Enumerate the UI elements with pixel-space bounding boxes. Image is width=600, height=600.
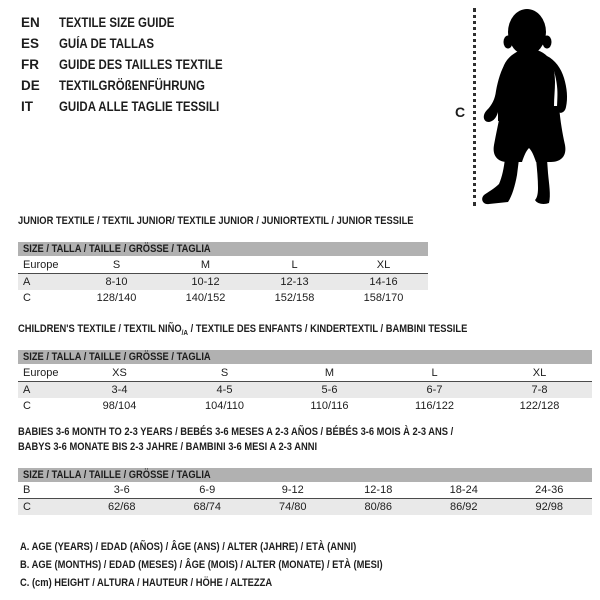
size-cell: 116/122 bbox=[415, 400, 454, 412]
language-code: IT bbox=[21, 99, 33, 114]
junior-section-title bbox=[18, 214, 483, 229]
size-cell: 74/80 bbox=[278, 501, 307, 513]
children-title-part2: / TEXTILE DES ENFANTS / KINDERTEXTIL / BAMBINI TESSILE bbox=[187, 323, 468, 335]
legend-line-c bbox=[20, 574, 447, 592]
babies-row-c bbox=[18, 499, 592, 515]
children-row-c bbox=[18, 398, 592, 414]
size-col-header: S bbox=[220, 366, 229, 379]
size-cell: 80/86 bbox=[364, 501, 393, 513]
row-label: A bbox=[23, 384, 31, 396]
babies-title-line1: BABIES 3-6 MONTH TO 2-3 YEARS / BEBÉS 3-6 MESES A 2-3 AÑOS / BÉBÉS 3-6 MOIS À 2-3 ANS / bbox=[18, 426, 454, 438]
size-col-header: XS bbox=[112, 366, 127, 379]
children-title-sub: /A bbox=[181, 328, 188, 338]
row-label: C bbox=[23, 501, 31, 513]
babies-size-table bbox=[18, 468, 592, 515]
babies-title-line2: BABYS 3-6 MONATE BIS 2-3 JAHRE / BAMBINI 3-6 MESI A 2-3 ANNI bbox=[18, 441, 318, 453]
size-cell: 86/92 bbox=[449, 501, 478, 513]
junior-section-title-text: JUNIOR TEXTILE / TEXTIL JUNIOR/ TEXTILE JUNIOR / JUNIORTEXTIL / JUNIOR TESSILE bbox=[18, 215, 414, 227]
size-cell: 10-12 bbox=[191, 276, 220, 288]
child-silhouette-icon bbox=[481, 6, 576, 206]
size-cell: 6-7 bbox=[426, 384, 443, 396]
height-marker-label: C bbox=[455, 104, 466, 120]
size-cell: 110/116 bbox=[310, 400, 349, 412]
size-cell: 3-6 bbox=[113, 484, 130, 496]
children-size-header-bar bbox=[18, 350, 592, 364]
legend-line-c-text: C. (cm) HEIGHT / ALTURA / HAUTEUR / HÖHE / ALTEZZA bbox=[20, 577, 273, 589]
size-cell: 9-12 bbox=[281, 484, 304, 496]
row-label: A bbox=[23, 276, 31, 288]
junior-region-row bbox=[18, 256, 428, 274]
babies-size-header-bar bbox=[18, 468, 592, 482]
size-cell: 6-9 bbox=[199, 484, 216, 496]
size-cell: 3-4 bbox=[111, 384, 128, 396]
language-item-fr bbox=[21, 54, 252, 75]
language-label: GUÍA DE TALLAS bbox=[59, 36, 154, 51]
size-cell: 158/170 bbox=[363, 292, 404, 304]
measurement-legend bbox=[20, 538, 447, 592]
size-cell: 4-5 bbox=[216, 384, 233, 396]
language-list bbox=[21, 12, 252, 117]
language-item-es bbox=[21, 33, 252, 54]
row-label: C bbox=[23, 400, 31, 412]
legend-line-a bbox=[20, 538, 447, 556]
babies-row-b bbox=[18, 482, 592, 499]
size-cell: 7-8 bbox=[531, 384, 548, 396]
language-label: TEXTILGRÖßENFÜHRUNG bbox=[59, 78, 205, 93]
language-label: GUIDA ALLE TAGLIE TESSILI bbox=[59, 99, 220, 114]
size-col-header: M bbox=[324, 366, 335, 379]
children-section-title bbox=[18, 322, 547, 340]
size-cell: 12-13 bbox=[280, 276, 309, 288]
language-code: EN bbox=[21, 15, 40, 30]
size-col-header: L bbox=[291, 258, 298, 271]
size-cell: 92/98 bbox=[535, 501, 564, 513]
language-label: GUIDE DES TAILLES TEXTILE bbox=[59, 57, 223, 72]
babies-section-title bbox=[18, 425, 530, 455]
size-cell: 152/158 bbox=[274, 292, 315, 304]
children-row-a bbox=[18, 382, 592, 398]
size-cell: 140/152 bbox=[185, 292, 226, 304]
size-col-header: XL bbox=[532, 366, 547, 379]
size-cell: 98/104 bbox=[102, 400, 137, 412]
size-header-text: SIZE / TALLA / TAILLE / GRÖSSE / TAGLIA bbox=[23, 243, 211, 255]
legend-line-a-text: A. AGE (YEARS) / EDAD (AÑOS) / ÂGE (ANS) / ALTER (JAHRE) / ETÀ (ANNI) bbox=[20, 541, 357, 553]
junior-row-a bbox=[18, 274, 428, 290]
region-label: Europe bbox=[23, 258, 59, 271]
children-size-table bbox=[18, 350, 592, 414]
size-header-text: SIZE / TALLA / TAILLE / GRÖSSE / TAGLIA bbox=[23, 351, 211, 363]
junior-size-table bbox=[18, 242, 428, 306]
size-cell: 5-6 bbox=[321, 384, 338, 396]
size-cell: 12-18 bbox=[364, 484, 393, 496]
language-item-de bbox=[21, 75, 252, 96]
language-item-it bbox=[21, 96, 252, 117]
size-cell: 104/110 bbox=[205, 400, 244, 412]
size-col-header: XL bbox=[376, 258, 391, 271]
height-dotted-line bbox=[473, 8, 476, 206]
size-cell: 14-16 bbox=[369, 276, 398, 288]
size-cell: 68/74 bbox=[193, 501, 222, 513]
junior-size-header-bar bbox=[18, 242, 428, 256]
size-cell: 128/140 bbox=[96, 292, 137, 304]
size-col-header: M bbox=[200, 258, 211, 271]
language-item-en bbox=[21, 12, 252, 33]
region-label: Europe bbox=[23, 366, 59, 379]
size-cell: 8-10 bbox=[105, 276, 128, 288]
children-region-row bbox=[18, 364, 592, 382]
junior-row-c bbox=[18, 290, 428, 306]
language-code: FR bbox=[21, 57, 39, 72]
legend-line-b-text: B. AGE (MONTHS) / EDAD (MESES) / ÂGE (MOIS) / ALTER (MONATE) / ETÀ (MESI) bbox=[20, 559, 383, 571]
row-label: C bbox=[23, 292, 31, 304]
language-code: DE bbox=[21, 78, 40, 93]
size-header-text: SIZE / TALLA / TAILLE / GRÖSSE / TAGLIA bbox=[23, 469, 211, 481]
size-cell: 24-36 bbox=[535, 484, 564, 496]
children-section-title-text bbox=[18, 322, 467, 340]
row-label: B bbox=[23, 484, 31, 496]
size-cell: 122/128 bbox=[519, 400, 560, 412]
language-code: ES bbox=[21, 36, 40, 51]
children-title-part1: CHILDREN'S TEXTILE / TEXTIL NIÑO bbox=[18, 323, 182, 335]
size-cell: 18-24 bbox=[449, 484, 478, 496]
language-label: TEXTILE SIZE GUIDE bbox=[59, 15, 175, 30]
size-col-header: L bbox=[431, 366, 438, 379]
legend-line-b bbox=[20, 556, 447, 574]
size-cell: 62/68 bbox=[107, 501, 136, 513]
size-col-header: S bbox=[112, 258, 121, 271]
